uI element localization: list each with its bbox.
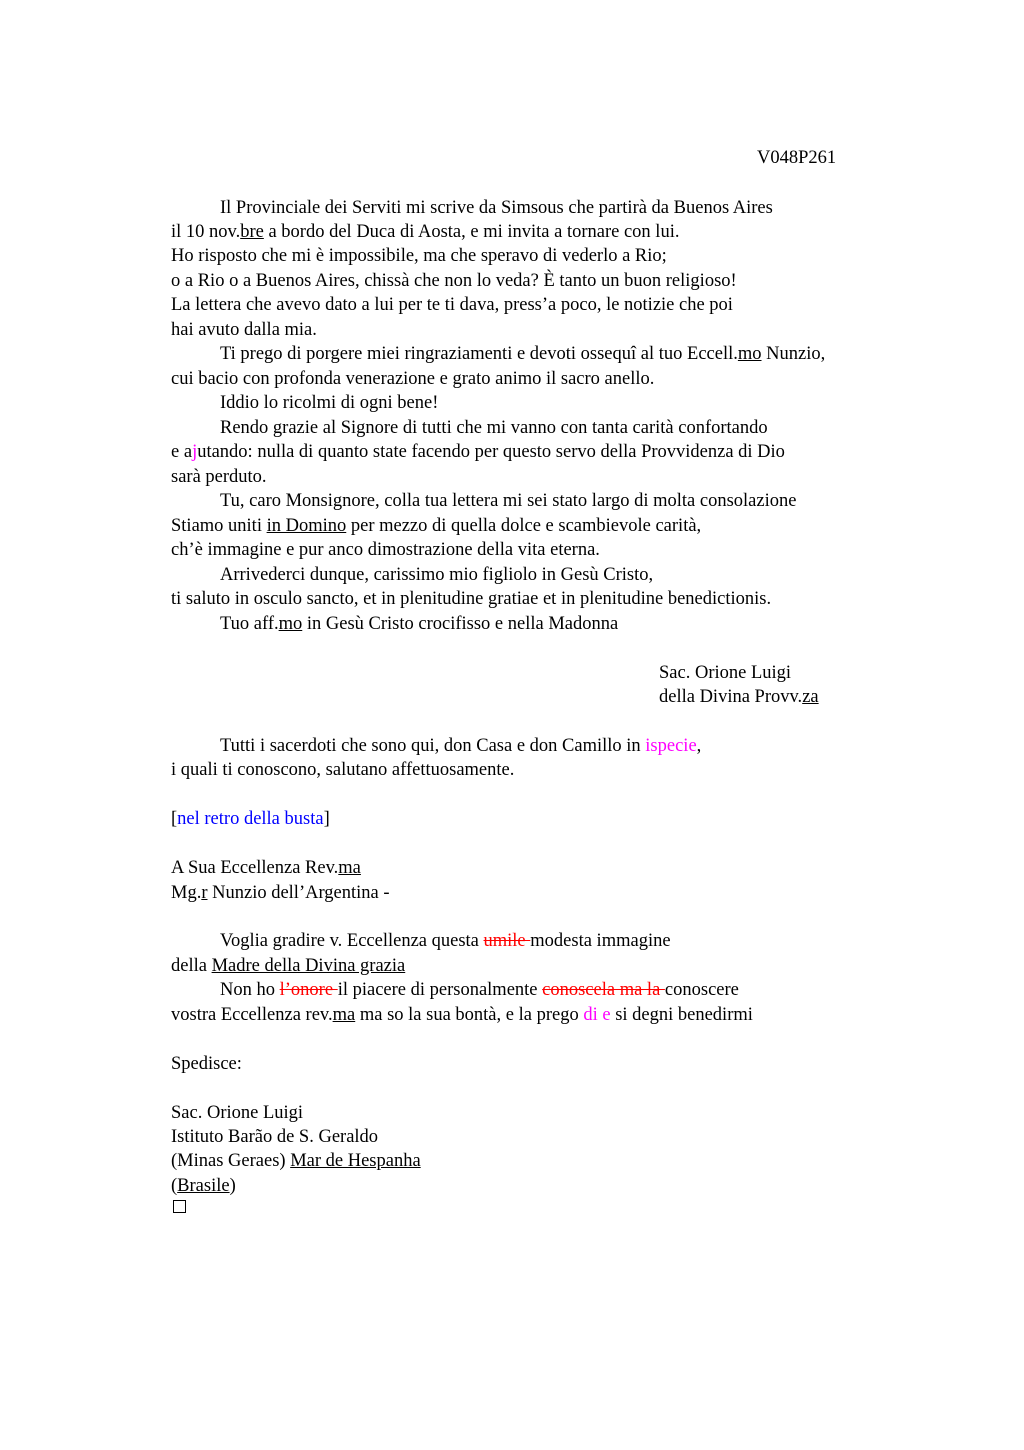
- text-span: Nunzio dell’Argentina -: [207, 883, 390, 903]
- editorial-insert: j: [192, 442, 198, 462]
- letter-line: Arrivederci dunque, carissimo mio figliolo in Gesù Cristo,: [220, 565, 654, 585]
- letter-line: [171, 440, 785, 465]
- text-span: e a: [171, 442, 193, 462]
- letter-line: Iddio lo ricolmi di ogni bene!: [220, 393, 439, 413]
- letter-line: sarà perduto.: [171, 467, 267, 487]
- text-span: (: [171, 1176, 178, 1196]
- letter-line: o a Rio o a Buenos Aires, chissà che non lo veda? È tanto un buon religioso!: [171, 271, 737, 291]
- text-span: Mg.: [171, 883, 202, 903]
- text-span: Ti prego di porgere miei ringraziamenti e devoti ossequî al tuo Eccell.: [220, 344, 738, 364]
- text-span: Stiamo uniti: [171, 516, 267, 536]
- sender-country: [171, 1174, 236, 1199]
- text-span: ma: [332, 1005, 356, 1025]
- text-span: nel retro della busta: [177, 809, 324, 829]
- letter-line: ti saluto in osculo sancto, et in plenitudine gratiae et in plenitudine benedictionis.: [171, 589, 772, 609]
- text-span: (Minas Geraes): [171, 1151, 291, 1171]
- text-span: della: [171, 956, 212, 976]
- deleted-text: l’onore: [279, 980, 338, 1000]
- text-span: vostra Eccellenza rev.: [171, 1005, 333, 1025]
- deleted-text: umile: [483, 931, 531, 951]
- postscript-line: i quali ti conoscono, salutano affettuosamente.: [171, 760, 515, 780]
- letter-line: [220, 342, 825, 367]
- signature-title: [659, 685, 819, 710]
- text-span: mo: [278, 614, 303, 634]
- text-span: A Sua Eccellenza Rev.: [171, 858, 339, 878]
- text-span: Voglia gradire v. Eccellenza questa: [220, 931, 484, 951]
- text-span: Madre della Divina grazia: [211, 956, 406, 976]
- text-span: ]: [323, 809, 330, 829]
- note-line: [171, 954, 405, 979]
- note-line: [220, 929, 671, 954]
- sender-place: [171, 1149, 421, 1174]
- text-span: ): [229, 1176, 236, 1196]
- text-span: della Divina Provv.: [659, 687, 803, 707]
- letter-line: La lettera che avevo dato a lui per te ti dava, press’a poco, le notizie che poi: [171, 295, 733, 315]
- text-span: za: [802, 687, 819, 707]
- address-line: [171, 856, 361, 881]
- letter-line: Tu, caro Monsignore, colla tua lettera mi sei stato largo di molta consolazione: [220, 491, 797, 511]
- text-span: conoscere: [664, 980, 739, 1000]
- text-span: il piacere di personalmente: [337, 980, 543, 1000]
- text-span: [: [171, 809, 178, 829]
- document-code: V048P261: [757, 148, 837, 168]
- letter-line: ch’è immagine e pur anco dimostrazione della vita eterna.: [171, 540, 600, 560]
- text-span: a bordo del Duca di Aosta, e mi invita a tornare con lui.: [263, 222, 680, 242]
- letter-line: [171, 220, 679, 245]
- note-line: [171, 1003, 753, 1028]
- text-span: Tuo aff.: [220, 614, 279, 634]
- text-span: Non ho: [220, 980, 280, 1000]
- sender-institute: Istituto Barão de S. Geraldo: [171, 1127, 379, 1147]
- letter-line: hai avuto dalla mia.: [171, 320, 317, 340]
- text-span: ma so la sua bontà, e la prego: [355, 1005, 584, 1025]
- sender-name: Sac. Orione Luigi: [171, 1103, 304, 1123]
- checkbox-square-icon: [173, 1200, 186, 1213]
- text-span: mo: [737, 344, 762, 364]
- text-span: Nunzio,: [761, 344, 826, 364]
- sender-label: Spedisce:: [171, 1054, 242, 1074]
- text-span: utando: nulla di quanto state facendo per questo servo della Provvidenza di Dio: [197, 442, 785, 462]
- editorial-insert: di e: [583, 1005, 611, 1025]
- text-span: modesta immagine: [530, 931, 671, 951]
- text-span: Brasile: [177, 1176, 230, 1196]
- text-span: per mezzo di quella dolce e scambievole carità,: [346, 516, 702, 536]
- text-span: r: [201, 883, 208, 903]
- letter-line: Il Provinciale dei Serviti mi scrive da Simsous che partirà da Buenos Aires: [220, 198, 773, 218]
- text-span: ma: [338, 858, 361, 878]
- address-line: [171, 881, 390, 906]
- letter-line: cui bacio con profonda venerazione e grato animo il sacro anello.: [171, 369, 655, 389]
- text-span: Mar de Hespanha: [290, 1151, 421, 1171]
- text-span: in Domino: [266, 516, 347, 536]
- letter-line: Rendo grazie al Signore di tutti che mi vanno con tanta carità confortando: [220, 418, 768, 438]
- signature-name: Sac. Orione Luigi: [659, 663, 792, 683]
- letter-line: [171, 514, 701, 539]
- letter-line: [220, 612, 618, 637]
- letter-line: Ho risposto che mi è impossibile, ma che speravo di vederlo a Rio;: [171, 246, 667, 266]
- note-line: [220, 978, 739, 1003]
- text-span: bre: [240, 222, 264, 242]
- editorial-insert: ispecie: [645, 736, 697, 756]
- editorial-note: [171, 807, 330, 832]
- deleted-text: conoscela ma la: [542, 980, 665, 1000]
- text-span: in Gesù Cristo crocifisso e nella Madonna: [302, 614, 619, 634]
- text-span: Tutti i sacerdoti che sono qui, don Casa e don Camillo in: [220, 736, 646, 756]
- text-span: il 10 nov.: [171, 222, 241, 242]
- postscript-line: [220, 734, 701, 759]
- text-span: si degni benedirmi: [610, 1005, 753, 1025]
- text-span: ,: [696, 736, 702, 756]
